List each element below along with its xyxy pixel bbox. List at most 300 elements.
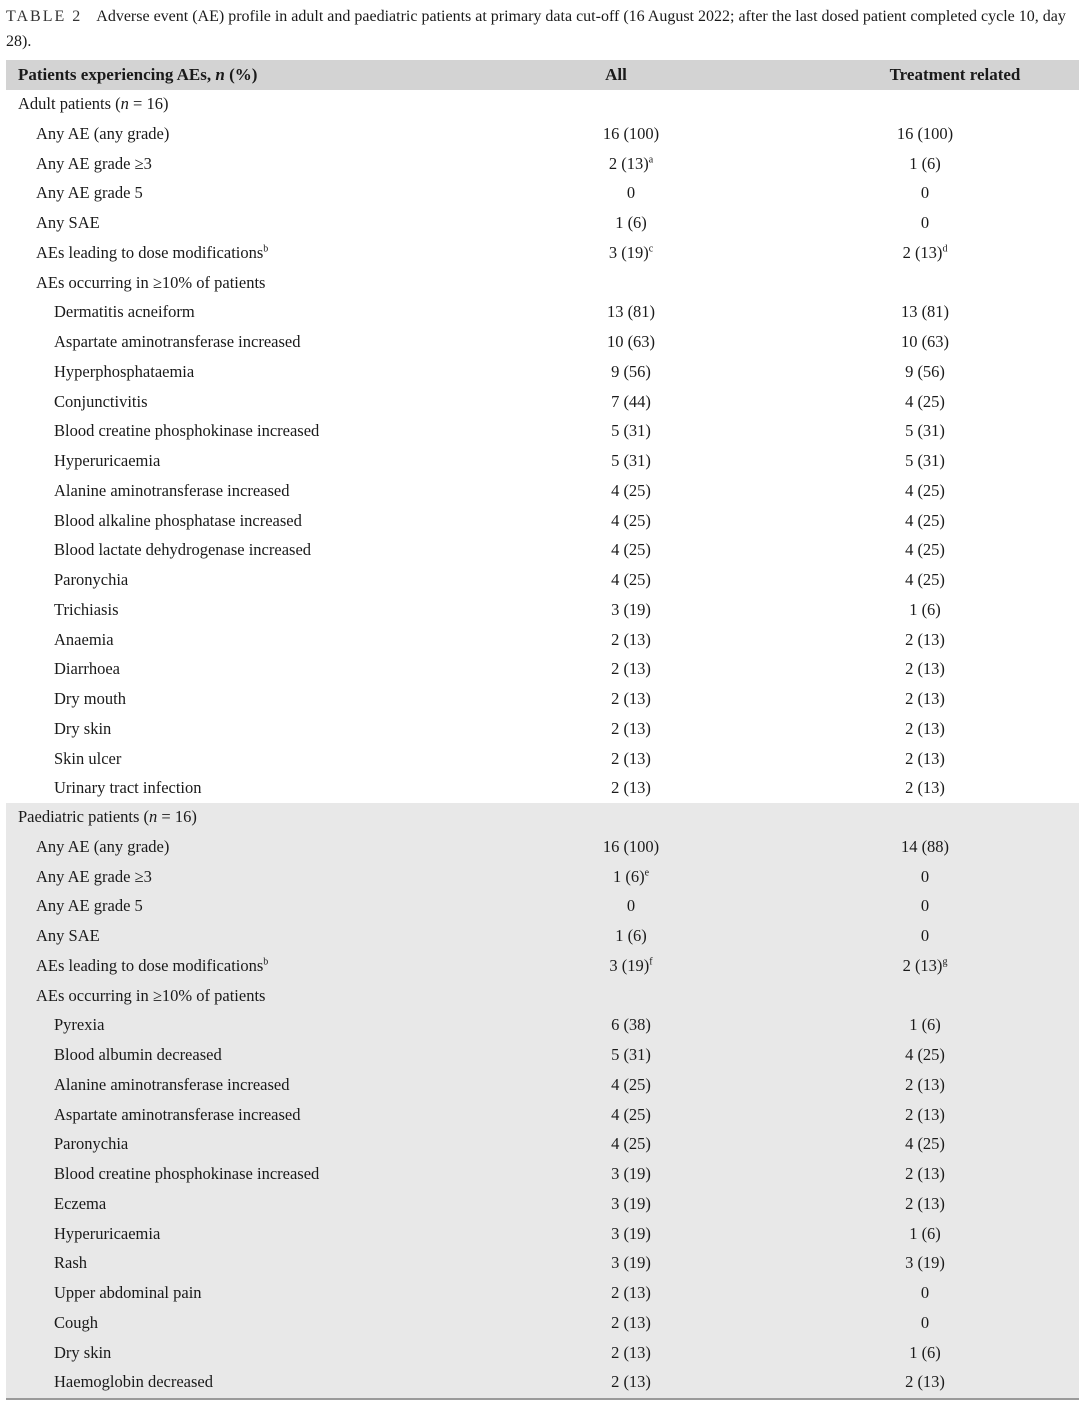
row-label-text: Any AE grade ≥3 [36,866,152,886]
value-treatment-related [860,1045,990,1065]
value-all-text: 2 (13) [611,659,651,679]
value-treatment-related [860,1105,990,1125]
value-all-text: 0 [626,896,636,916]
value-treatment-related-text: 5 (31) [905,451,945,470]
row-label-text: Upper abdominal pain [54,1283,202,1302]
row-label-text: AEs occurring in ≥10% of patients [36,985,266,1005]
row-label-text: AEs leading to dose modifications [36,242,264,262]
row-label [54,481,289,501]
row-label [54,1134,128,1154]
row-label [36,956,268,976]
table-row [6,833,1079,863]
row-label [36,926,100,946]
value-treatment-related-text: 2 (13) [905,748,945,768]
value-all-text: 4 (25) [611,1074,651,1094]
value-all-text: 3 (19) [611,1193,651,1213]
row-label-text: Alanine aminotransferase increased [54,480,290,500]
value-treatment-related [860,956,990,976]
value-all-text: 4 (25) [611,510,651,530]
row-label [36,213,100,233]
value-treatment-related-text: 1 (6) [909,1223,941,1243]
row-label-text: Paronychia [54,1134,129,1154]
value-all [566,392,696,412]
row-label-text: Hyperuricaemia [54,1223,161,1243]
value-treatment-related-text: 1 (6) [909,1342,941,1362]
row-label-text: Paronychia [54,570,129,589]
table-row [6,922,1079,952]
value-all [566,213,696,233]
value-all [566,1313,696,1333]
value-all [566,451,696,471]
row-label [54,1164,319,1184]
value-treatment-related-text: 0 [920,1312,930,1332]
value-treatment-related-text: 2 (13) [902,242,943,262]
value-all [566,1372,696,1392]
value-all [566,1105,696,1125]
row-label-text: Conjunctivitis [54,391,148,411]
value-all-text: 3 (19) [608,242,649,262]
table-row [6,952,1079,982]
row-label-text: Blood lactate dehydrogenase increased [54,540,312,560]
value-all-text: 13 (81) [606,302,656,322]
value-all [566,867,696,887]
value-all [566,243,696,263]
row-label [36,986,265,1006]
value-all-text: 7 (44) [611,391,651,411]
value-all [566,630,696,650]
row-label [54,630,114,650]
table-row [6,1101,1079,1131]
value-treatment-related [860,659,990,679]
row-label [54,1372,213,1392]
value-all-text: 4 (25) [611,1104,651,1124]
value-all [566,1045,696,1065]
value-all [566,1015,696,1035]
table-row [6,1339,1079,1369]
row-label-text: Blood creatine phosphokinase increased [54,421,320,441]
row-label [54,451,160,471]
row-label-text: Haemoglobin decreased [54,1372,213,1392]
value-treatment-related-text: 4 (25) [905,1134,945,1154]
value-treatment-related [860,332,990,352]
row-label-text: Pyrexia [54,1015,105,1035]
table-row [6,239,1079,269]
table-row [6,298,1079,328]
row-label-text: Any SAE [36,926,100,945]
row-label-text: Any AE grade 5 [36,183,143,203]
value-treatment-related-text: 4 (25) [905,391,945,411]
table-row [6,150,1079,180]
row-label [54,778,202,798]
value-treatment-related-text: 0 [920,213,930,232]
section-title-row [6,90,1079,120]
value-treatment-related-text: 1 (6) [909,1015,941,1035]
value-treatment-related-text: 13 (81) [900,302,950,322]
table-row [6,1309,1079,1339]
value-all-text: 2 (13) [611,1283,651,1302]
value-all-text: 2 (13) [608,153,649,173]
value-all [566,749,696,769]
table-row [6,209,1079,239]
value-all-text: 0 [626,183,636,203]
value-all [566,778,696,798]
footnote-marker: g [942,956,948,968]
value-all [566,1075,696,1095]
header-all: All [605,65,627,84]
table-row [6,1160,1079,1190]
row-label [54,1253,87,1273]
value-all-text: 4 (25) [611,540,651,560]
value-all-text: 3 (19) [611,1253,651,1273]
value-all [566,1224,696,1244]
value-treatment-related-text: 4 (25) [905,510,945,530]
value-treatment-related [860,689,990,709]
value-all [566,421,696,441]
value-all-text: 2 (13) [611,748,651,768]
value-treatment-related [860,1164,990,1184]
value-treatment-related-text: 2 (13) [905,659,945,679]
value-treatment-related [860,600,990,620]
row-label-text: AEs leading to dose modifications [36,955,264,975]
table-row [6,179,1079,209]
value-treatment-related-text: 2 (13) [905,1074,945,1094]
value-treatment-related [860,570,990,590]
row-label [54,1224,160,1244]
footnote-marker: c [648,243,654,255]
value-treatment-related-text: 2 (13) [905,718,945,738]
section-adult [6,90,1079,804]
table-row [6,626,1079,656]
value-all-text: 3 (19) [611,1164,651,1183]
value-all-text: 3 (19) [611,1223,651,1243]
value-treatment-related-text: 4 (25) [905,480,945,500]
row-label [54,1313,98,1333]
value-treatment-related-text: 2 (13) [905,1164,945,1183]
table-row [6,447,1079,477]
value-all-text: 4 (25) [611,480,651,500]
row-label [54,332,300,352]
footnote-marker: f [649,956,653,968]
value-treatment-related-text: 3 (19) [905,1253,945,1273]
row-label-text: Rash [54,1253,87,1273]
value-treatment-related [860,719,990,739]
value-treatment-related-text: 16 (100) [896,123,954,143]
value-all [566,302,696,322]
table-title: Adverse event (AE) profile in adult and paediatric patients at primary data cut-off (16 August 2022; after the last dosed patient completed cycle 10, day 28). [6,8,1066,50]
value-treatment-related [860,1134,990,1154]
row-label [54,362,194,382]
section-title: Paediatric patients (n = 16) [18,807,197,826]
row-label-text: Hyperphosphataemia [54,361,195,381]
value-treatment-related [860,213,990,233]
value-treatment-related [860,1253,990,1273]
value-all [566,1253,696,1273]
row-label [54,749,121,769]
row-label-text: Dry mouth [54,689,126,708]
row-label [54,302,195,322]
value-treatment-related [860,630,990,650]
row-label-text: Blood creatine phosphokinase increased [54,1164,320,1183]
table-row [6,1011,1079,1041]
row-label-text: Any AE (any grade) [36,836,170,856]
value-treatment-related [860,451,990,471]
row-label [54,1194,106,1214]
table-number: TABLE 2 [6,8,83,25]
value-all [566,896,696,916]
value-treatment-related [860,837,990,857]
value-treatment-related-text: 0 [920,866,930,886]
row-label-text: Trichiasis [54,599,119,619]
row-label [54,600,119,620]
value-all [566,570,696,590]
value-all-text: 2 (13) [611,778,651,798]
row-label-text: Urinary tract infection [54,778,202,798]
value-all [566,124,696,144]
value-treatment-related [860,1313,990,1333]
table-row [6,1130,1079,1160]
row-label-text: Skin ulcer [54,748,122,768]
value-treatment-related-text: 2 (13) [905,1104,945,1124]
row-label [54,1343,111,1363]
value-treatment-related [860,896,990,916]
value-all-text: 2 (13) [611,1372,651,1392]
footnote-marker: b [263,243,269,255]
value-all [566,1343,696,1363]
table-row [6,1041,1079,1071]
row-label [36,837,169,857]
value-all [566,1194,696,1214]
value-treatment-related-text: 2 (13) [902,955,943,975]
row-label [54,540,311,560]
value-treatment-related-text: 1 (6) [909,599,941,619]
table-row [6,1368,1079,1398]
value-treatment-related [860,243,990,263]
value-treatment-related-text: 2 (13) [905,1372,945,1392]
value-treatment-related [860,926,990,946]
value-all-text: 3 (19) [611,599,651,619]
value-all [566,332,696,352]
row-label [54,1045,222,1065]
value-all [566,926,696,946]
value-all [566,1164,696,1184]
value-all-text: 4 (25) [611,1134,651,1154]
row-label-text: Hyperuricaemia [54,451,161,470]
value-treatment-related [860,183,990,203]
row-label-text: Aspartate aminotransferase increased [54,332,301,351]
value-treatment-related [860,867,990,887]
row-label [36,273,265,293]
table-row [6,596,1079,626]
value-all-text: 5 (31) [611,1045,651,1064]
table-row [6,1190,1079,1220]
row-label [54,570,128,590]
table-row [6,328,1079,358]
row-label [36,183,143,203]
table-row [6,566,1079,596]
value-treatment-related-text: 14 (88) [900,836,950,856]
value-treatment-related-text: 2 (13) [905,1193,945,1213]
row-label [36,154,152,174]
value-all-text: 5 (31) [611,421,651,441]
value-treatment-related-text: 2 (13) [905,778,945,798]
value-treatment-related [860,154,990,174]
table-row [6,655,1079,685]
value-treatment-related-text: 2 (13) [905,689,945,708]
table-row [6,477,1079,507]
footnote-marker: a [648,154,654,165]
value-treatment-related [860,778,990,798]
row-label [54,1075,289,1095]
table-row [6,358,1079,388]
value-all-text: 1 (6) [615,926,647,945]
value-all-text: 1 (6) [615,213,647,232]
value-all [566,154,696,174]
table-row [6,892,1079,922]
value-treatment-related [860,1283,990,1303]
row-label [36,243,268,263]
value-all [566,511,696,531]
row-label-text: Anaemia [54,629,114,649]
footnote-marker: d [942,243,948,255]
row-label-text: Any AE grade 5 [36,896,143,916]
row-label-text: Any AE grade ≥3 [36,153,152,173]
row-label [54,1105,300,1125]
value-treatment-related-text: 4 (25) [905,570,945,589]
row-label [54,511,302,531]
value-all [566,362,696,382]
value-all [566,540,696,560]
value-all [566,1283,696,1303]
value-treatment-related [860,362,990,382]
value-all [566,481,696,501]
value-treatment-related [860,540,990,560]
table-row [6,507,1079,537]
value-treatment-related [860,749,990,769]
table-row [6,863,1079,893]
section-paediatric [6,803,1079,1398]
row-label-text: Eczema [54,1193,107,1213]
table-caption [6,4,1076,54]
value-treatment-related-text: 0 [920,183,930,203]
row-label-text: Dry skin [54,1342,112,1362]
value-treatment-related-text: 0 [920,926,930,945]
value-all [566,837,696,857]
value-treatment-related-text: 5 (31) [905,421,945,441]
table-row [6,685,1079,715]
row-label [36,124,169,144]
value-all-text: 2 (13) [611,689,651,708]
table-row [6,982,1079,1012]
value-all [566,1134,696,1154]
section-title-row [6,803,1079,833]
row-label [36,896,143,916]
row-label-text: Aspartate aminotransferase increased [54,1104,301,1124]
row-label [54,689,126,709]
value-treatment-related [860,1015,990,1035]
row-label-text: Blood albumin decreased [54,1045,222,1064]
value-treatment-related-text: 4 (25) [905,540,945,560]
row-label-text: Any SAE [36,213,100,232]
table-row [6,715,1079,745]
value-all-text: 10 (63) [606,332,656,351]
value-treatment-related [860,1343,990,1363]
value-treatment-related-text: 0 [920,896,930,916]
row-label [54,1015,104,1035]
value-treatment-related-text: 10 (63) [900,332,950,351]
footnote-marker: b [263,956,269,968]
table-row [6,536,1079,566]
value-treatment-related [860,421,990,441]
value-all [566,689,696,709]
value-all-text: 2 (13) [611,629,651,649]
value-all-text: 2 (13) [611,718,651,738]
value-all [566,956,696,976]
row-label [54,421,319,441]
value-treatment-related [860,124,990,144]
value-all-text: 9 (56) [611,361,651,381]
header-treatment-related: Treatment related [889,65,1021,84]
value-all-text: 5 (31) [611,451,651,470]
value-all-text: 16 (100) [602,123,660,143]
row-label-text: Any AE (any grade) [36,123,170,143]
value-treatment-related [860,392,990,412]
value-all-text: 4 (25) [611,570,651,589]
table-header [6,60,1079,90]
table-bottom-rule [6,1398,1079,1400]
value-all [566,183,696,203]
value-treatment-related-text: 1 (6) [909,153,941,173]
row-label-text: Diarrhoea [54,659,120,679]
value-treatment-related [860,1194,990,1214]
row-label-text: Dermatitis acneiform [54,302,195,322]
value-treatment-related [860,481,990,501]
row-label-text: Cough [54,1312,99,1332]
table-row [6,269,1079,299]
value-all-text: 2 (13) [611,1312,651,1332]
footnote-marker: e [644,867,650,878]
value-treatment-related-text: 0 [920,1283,930,1302]
value-treatment-related-text: 4 (25) [905,1045,945,1064]
row-label-text: Blood alkaline phosphatase increased [54,510,302,530]
table-row [6,120,1079,150]
row-label [54,392,148,412]
header-patients: Patients experiencing AEs, n (%) [18,65,258,84]
table-row [6,1249,1079,1279]
row-label [54,1283,202,1303]
row-label [36,867,152,887]
row-label-text: Alanine aminotransferase increased [54,1074,290,1094]
value-all-text: 3 (19) [609,955,650,975]
table-row [6,1279,1079,1309]
row-label [54,659,120,679]
section-title: Adult patients (n = 16) [18,94,169,113]
row-label [54,719,111,739]
value-all [566,659,696,679]
table-row [6,388,1079,418]
value-all-text: 1 (6) [612,866,645,886]
value-treatment-related [860,1075,990,1095]
table-row [6,1220,1079,1250]
value-all [566,600,696,620]
value-treatment-related [860,1372,990,1392]
table-row [6,774,1079,804]
value-treatment-related [860,302,990,322]
row-label-text: Dry skin [54,718,112,738]
table-row [6,745,1079,775]
table-row [6,1071,1079,1101]
value-all-text: 2 (13) [611,1342,651,1362]
value-all-text: 6 (38) [611,1015,651,1035]
